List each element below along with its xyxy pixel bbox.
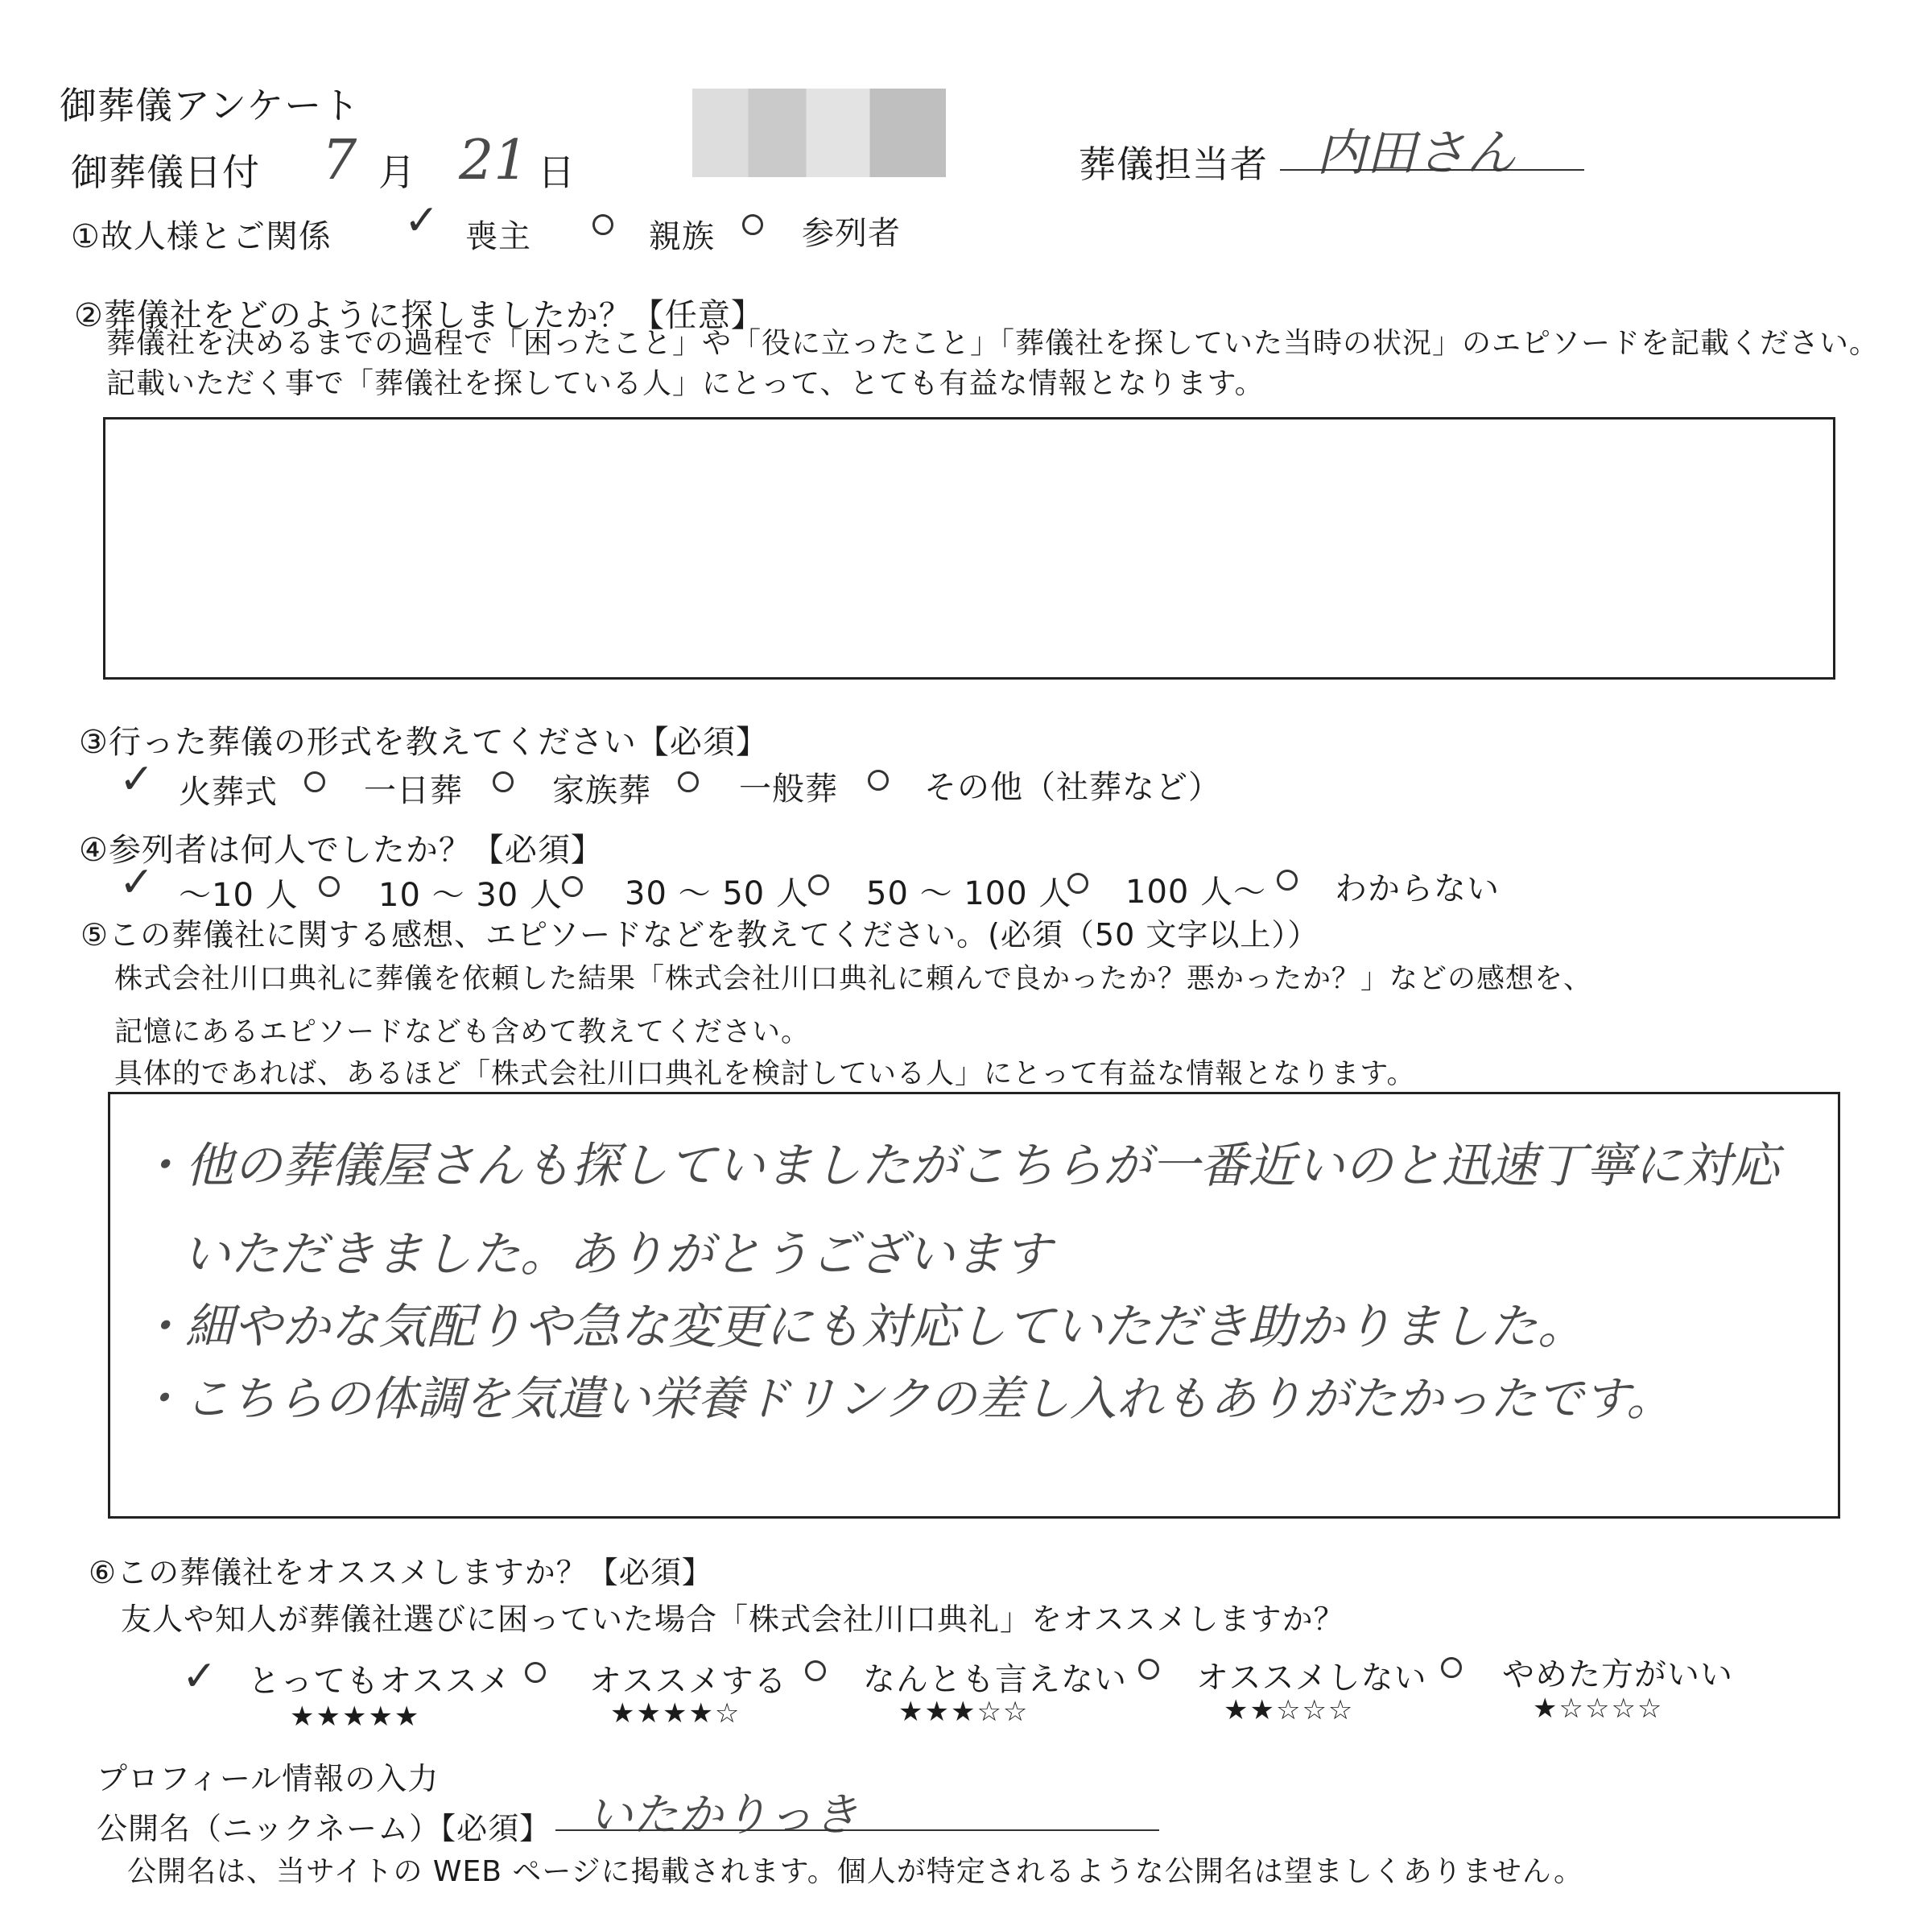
q6-label: ⑥この葬儀社をオススメしますか？【必須】 [89,1555,713,1590]
q6-option-highly-recommend[interactable]: とってもオススメ [248,1663,511,1700]
q5-description-1: 株式会社川口典礼に葬儀を依頼した結果「株式会社川口典礼に頼んで良かったか？悪かったか？」などの感想を、 [114,963,1593,995]
q2-description-2: 記載いただく事で「葬儀社を探している人」にとって、とても有益な情報となります。 [106,367,1265,400]
date-day-value[interactable]: 21 [459,129,529,192]
q4-option-100-plus[interactable]: 100 人～ [1125,874,1267,911]
q5-answer-line: ・細やかな気配りや急な変更にも対応していただき助かりました。 [137,1299,1586,1355]
q6-radio-neutral[interactable] [805,1660,826,1681]
star-rating-1: ★☆☆☆☆ [1533,1693,1664,1725]
q3-radio-other[interactable] [868,770,889,791]
q1-option-chief-mourner[interactable]: 喪主 [465,218,531,255]
q6-option-avoid[interactable]: やめた方がいい [1502,1656,1733,1693]
form-title: 御葬儀アンケート [60,84,361,127]
q4-option-30-50[interactable]: 30 ～ 50 人 [625,875,809,912]
q6-radio-recommend[interactable] [525,1662,546,1683]
nickname-value[interactable]: いたかりっき [588,1789,858,1841]
q6-option-recommend[interactable]: オススメする [589,1663,787,1700]
q5-answer-line: ・他の葬儀屋さんも探していましたがこちらが一番近いのと迅速丁寧に対応 [137,1138,1779,1194]
star-rating-5: ★★★★★ [290,1701,421,1733]
q4-option-10-30[interactable]: 10 ～ 30 人 [378,877,563,914]
q1-label: ①故人様とご関係 [71,218,332,255]
q3-radio-one-day[interactable] [304,771,325,792]
q6-radio-not-recommend[interactable] [1138,1659,1159,1680]
q5-answer-line: ・こちらの体調を気遣い栄養ドリンクの差し入れもありがたかったです。 [137,1371,1674,1426]
star-rating-4: ★★★★☆ [610,1697,741,1730]
q2-description-1: 葬儀社を決めるまでの過程で「困ったこと」や「役に立ったこと」「葬儀社を探していた当時の状況」のエピソードを記載ください。 [106,327,1880,360]
q6-option-neutral[interactable]: なんとも言えない [863,1661,1127,1698]
q6-option-not-recommend[interactable]: オススメしない [1196,1660,1427,1697]
nickname-underline [555,1829,1159,1831]
date-label: 御葬儀日付 [71,151,260,194]
q4-radio-unknown[interactable] [1277,870,1298,891]
checkmark-icon: ✓ [182,1652,217,1701]
checkmark-icon: ✓ [119,858,155,907]
date-month-unit: 月 [378,151,416,194]
q1-radio-relative[interactable] [592,214,613,235]
q2-label: ②葬儀社をどのように探しましたか？【任意】 [74,297,764,334]
q5-answer-line: いただきました。ありがとうございます [182,1226,1051,1283]
q4-radio-10-30[interactable] [319,876,340,897]
q6-description: 友人や知人が葬儀社選びに困っていた場合「株式会社川口典礼」をオススメしますか？ [121,1602,1345,1637]
redacted-area [692,89,946,177]
q4-radio-50-100[interactable] [808,874,829,895]
q6-radio-avoid[interactable] [1441,1657,1462,1678]
q3-option-general[interactable]: 一般葬 [739,771,838,808]
checkmark-icon: ✓ [404,196,440,245]
q4-option-unknown[interactable]: わからない [1335,870,1500,907]
q3-radio-general[interactable] [678,771,699,792]
q5-label: ⑤この葬儀社に関する感想、エピソードなどを教えてください。(必須（50 文字以上）） [80,917,1319,953]
q3-option-other[interactable]: その他（社葬など） [924,769,1221,806]
profile-heading: プロフィール情報の入力 [97,1761,440,1796]
q3-option-cremation[interactable]: 火葬式 [179,774,278,811]
q1-option-attendee[interactable]: 参列者 [802,215,901,252]
star-rating-3: ★★★☆☆ [898,1696,1030,1728]
q3-option-family[interactable]: 家族葬 [552,772,651,809]
q1-radio-attendee[interactable] [742,214,763,235]
checkmark-icon: ✓ [119,755,155,804]
q3-radio-family[interactable] [493,771,514,792]
q4-radio-30-50[interactable] [562,876,583,897]
q2-answer-box[interactable] [103,417,1835,680]
staff-value[interactable]: 内田さん [1316,123,1517,182]
staff-label: 葬儀担当者 [1079,143,1268,186]
star-rating-2: ★★☆☆☆ [1224,1694,1355,1726]
q1-option-relative[interactable]: 親族 [649,218,715,255]
q3-label: ③行った葬儀の形式を教えてください【必須】 [79,724,769,761]
nickname-note: 公開名は、当サイトの WEB ページに掲載されます。個人が特定されるような公開名は望ましくありません。 [127,1855,1583,1888]
q4-option-50-100[interactable]: 50 ～ 100 人 [866,875,1072,912]
q5-description-3: 具体的であれば、あるほど「株式会社川口典礼を検討している人」にとって有益な情報となります。 [114,1058,1416,1090]
q4-radio-100-plus[interactable] [1067,873,1088,894]
nickname-label: 公開名（ニックネーム）【必須】 [97,1811,551,1846]
q5-description-2: 記憶にあるエピソードなども含めて教えてください。 [114,1016,811,1048]
date-month-value[interactable]: 7 [322,129,357,192]
q4-label: ④参列者は何人でしたか？【必須】 [79,832,604,869]
staff-underline [1280,169,1584,171]
q4-option-under-10[interactable]: ～10 人 [179,877,299,914]
q3-option-one-day[interactable]: 一日葬 [364,772,463,809]
date-day-unit: 日 [538,151,576,194]
